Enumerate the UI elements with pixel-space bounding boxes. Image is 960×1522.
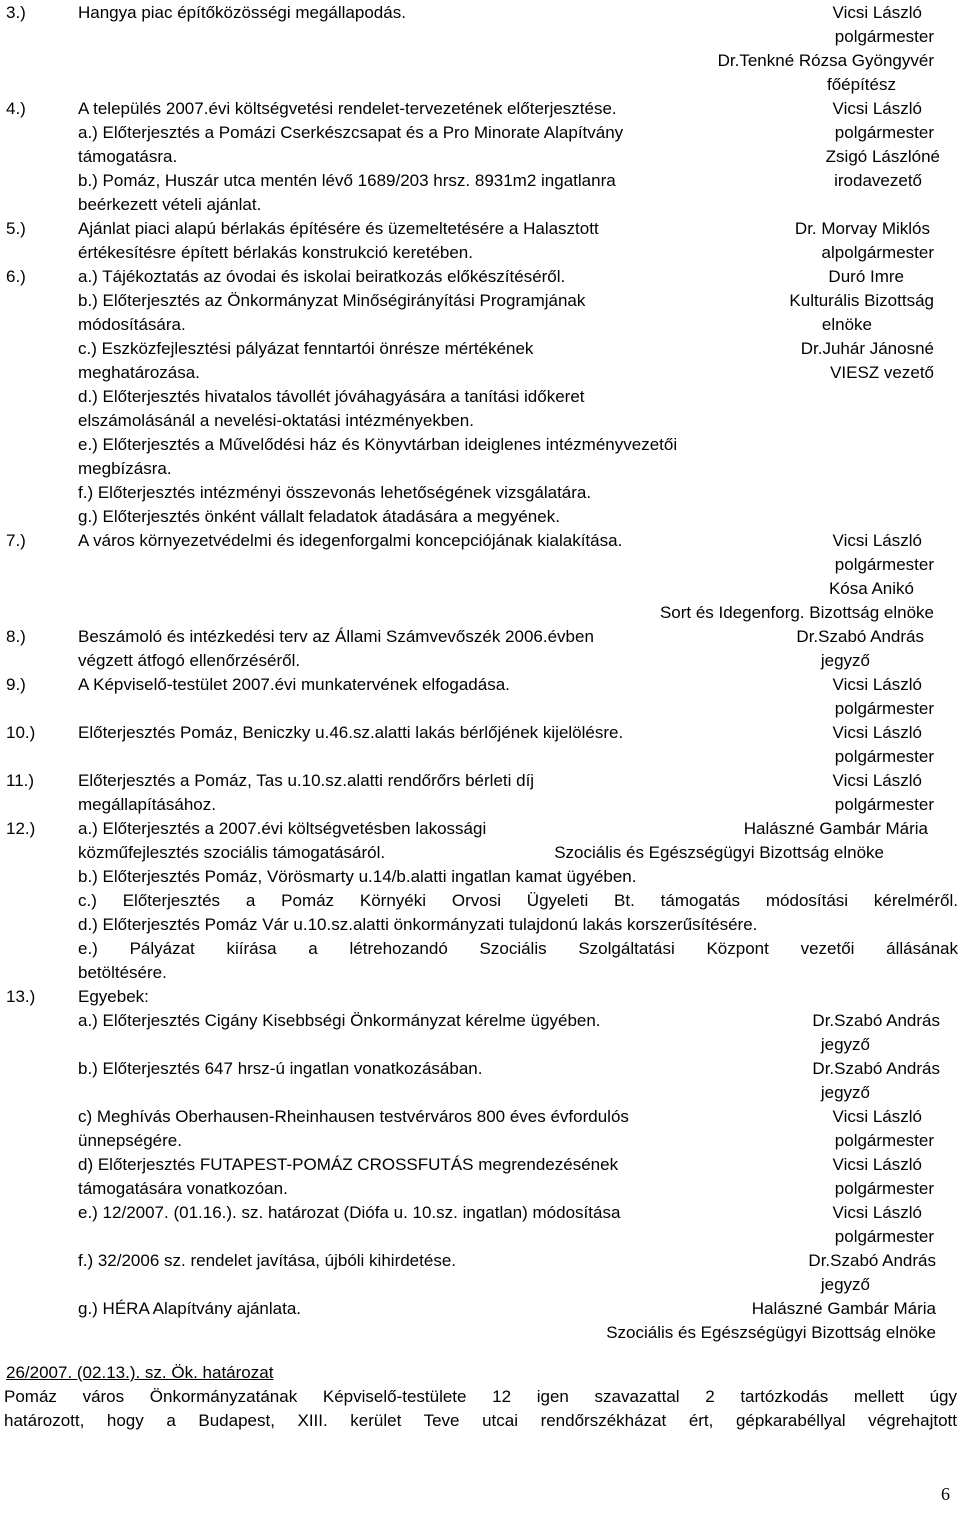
- responsible-title: Szociális és Egészségügyi Bizottság elnöke: [606, 1323, 936, 1342]
- responsible-title: elnöke: [821, 315, 872, 334]
- agenda-text: b.) Előterjesztés 647 hrsz-ú ingatlan vonatkozásában.: [78, 1059, 483, 1078]
- responsible-title: jegyző: [820, 1083, 870, 1102]
- item-number: 13.): [6, 987, 36, 1006]
- agenda-text: megbízásra.: [78, 459, 172, 478]
- responsible: Vicsi László: [832, 1155, 922, 1174]
- responsible-title: polgármester: [834, 123, 934, 142]
- responsible: Dr. Morvay Miklós: [794, 219, 930, 238]
- responsible-title: polgármester: [834, 555, 934, 574]
- responsible: Vicsi László: [832, 3, 922, 22]
- agenda-text: c.) Eszközfejlesztési pályázat fenntartói önrésze mértékének: [78, 339, 534, 358]
- agenda-text: A település 2007.évi költségvetési rendelet-tervezetének előterjesztése.: [78, 99, 617, 118]
- responsible: Vicsi László: [832, 723, 922, 742]
- responsible: Vicsi László: [832, 1107, 922, 1126]
- agenda-text: betöltésére.: [78, 963, 167, 982]
- responsible: Vicsi László: [832, 771, 922, 790]
- responsible-title: VIESZ vezető: [830, 363, 934, 382]
- responsible-title: Sort és Idegenforg. Bizottság elnöke: [659, 603, 934, 622]
- item-number: 4.): [6, 99, 26, 118]
- agenda-text: a.) Tájékoztatás az óvodai és iskolai beiratkozás előkészítéséről.: [78, 267, 566, 286]
- responsible: Duró Imre: [828, 267, 904, 286]
- responsible-title: polgármester: [834, 795, 934, 814]
- agenda-text: támogatásra.: [78, 147, 178, 166]
- agenda-text: beérkezett vételi ajánlat.: [78, 195, 262, 214]
- responsible: Dr.Juhár Jánosné: [800, 339, 934, 358]
- agenda-text: Előterjesztés a Pomáz, Tas u.10.sz.alatti rendőrőrs bérleti díj: [78, 771, 535, 790]
- item-number: 3.): [6, 3, 26, 22]
- responsible: Vicsi László: [832, 99, 922, 118]
- agenda-text: Hangya piac építőközösségi megállapodás.: [78, 3, 406, 22]
- responsible: Dr.Szabó András: [808, 1251, 936, 1270]
- responsible: Kulturális Bizottság: [789, 291, 934, 310]
- responsible-title: alpolgármester: [821, 243, 934, 262]
- responsible: Vicsi László: [832, 531, 922, 550]
- agenda-text: c) Meghívás Oberhausen-Rheinhausen testvérváros 800 éves évfordulós: [78, 1107, 629, 1126]
- responsible-title: polgármester: [834, 699, 934, 718]
- agenda-text: értékesítésre épített bérlakás konstrukció keretében.: [78, 243, 473, 262]
- agenda-text: támogatására vonatkozóan.: [78, 1179, 288, 1198]
- responsible-title: jegyző: [820, 1275, 870, 1294]
- agenda-text: ünnepségére.: [78, 1131, 182, 1150]
- agenda-text: f.) Előterjesztés intézményi összevonás lehetőségének vizsgálatára.: [78, 483, 592, 502]
- agenda-text: e.) 12/2007. (01.16.). sz. határozat (Diófa u. 10.sz. ingatlan) módosítása: [78, 1203, 621, 1222]
- responsible-title: főépítész: [827, 75, 896, 94]
- agenda-text: elszámolásánál a nevelési-oktatási intézményekben.: [78, 411, 474, 430]
- agenda-text: Ajánlat piaci alapú bérlakás építésére és üzemeltetésére a Halasztott: [78, 219, 599, 238]
- responsible-title: polgármester: [834, 1131, 934, 1150]
- responsible: Zsigó Lászlóné: [825, 147, 940, 166]
- item-number: 11.): [6, 771, 35, 790]
- resolution-line: Pomáz város Önkormányzatának Képviselő-testülete 12 igen szavazattal 2 tartózkodás mellett úgy: [4, 1387, 957, 1406]
- agenda-text: a.) Előterjesztés a Pomázi Cserkészcsapat és a Pro Minorate Alapítvány: [78, 123, 624, 142]
- responsible: Dr.Szabó András: [812, 1011, 940, 1030]
- responsible: Halászné Gambár Mária: [743, 819, 928, 838]
- agenda-text: megállapításához.: [78, 795, 216, 814]
- responsible: Dr.Szabó András: [796, 627, 924, 646]
- agenda-text: g.) Előterjesztés önként vállalt feladatok átadására a megyének.: [78, 507, 560, 526]
- agenda-text: b.) Előterjesztés az Önkormányzat Minőségirányítási Programjának: [78, 291, 586, 310]
- agenda-text: b.) Előterjesztés Pomáz, Vörösmarty u.14/b.alatti ingatlan kamat ügyében.: [78, 867, 637, 886]
- item-number: 9.): [6, 675, 26, 694]
- agenda-text: f.) 32/2006 sz. rendelet javítása, újbóli kihirdetése.: [78, 1251, 456, 1270]
- item-number: 6.): [6, 267, 26, 286]
- responsible-title: Szociális és Egészségügyi Bizottság elnöke: [554, 843, 884, 862]
- resolution-line: határozott, hogy a Budapest, XIII. kerület Teve utcai rendőrszékházat ért, gépkarabéllyal végrehajtott: [4, 1411, 957, 1430]
- agenda-text: g.) HÉRA Alapítvány ajánlata.: [78, 1299, 302, 1318]
- responsible-title: jegyző: [820, 1035, 870, 1054]
- agenda-text: A város környezetvédelmi és idegenforgalmi koncepciójának kialakítása.: [78, 531, 623, 550]
- agenda-text: a.) Előterjesztés Cigány Kisebbségi Önkormányzat kérelme ügyében.: [78, 1011, 601, 1030]
- agenda-text: Beszámoló és intézkedési terv az Állami Számvevőszék 2006.évben: [78, 627, 594, 646]
- agenda-text: A Képviselő-testület 2007.évi munkatervének elfogadása.: [78, 675, 510, 694]
- item-number: 7.): [6, 531, 26, 550]
- item-number: 8.): [6, 627, 26, 646]
- agenda-text: e.) Pályázat kiírása a létrehozandó Szociális Szolgáltatási Központ vezetői állásának: [78, 939, 958, 958]
- responsible: Halászné Gambár Mária: [751, 1299, 936, 1318]
- responsible: Dr.Szabó András: [812, 1059, 940, 1078]
- agenda-text: b.) Pomáz, Huszár utca mentén lévő 1689/203 hrsz. 8931m2 ingatlanra: [78, 171, 616, 190]
- agenda-text: e.) Előterjesztés a Művelődési ház és Könyvtárban ideiglenes intézményvezetői: [78, 435, 678, 454]
- agenda-text: meghatározása.: [78, 363, 200, 382]
- agenda-text: a.) Előterjesztés a 2007.évi költségvetésben lakossági: [78, 819, 487, 838]
- agenda-text: Egyebek:: [78, 987, 149, 1006]
- agenda-text: közműfejlesztés szociális támogatásáról.: [78, 843, 386, 862]
- agenda-text: c.) Előterjesztés a Pomáz Környéki Orvosi Ügyeleti Bt. támogatás módosítási kérelméről.: [78, 891, 958, 910]
- responsible: Kósa Anikó: [828, 579, 914, 598]
- responsible: Dr.Tenkné Rózsa Gyöngyvér: [717, 51, 934, 70]
- agenda-text: d.) Előterjesztés Pomáz Vár u.10.sz.alatti önkormányzati tulajdonú lakás korszerűsítésére.: [78, 915, 758, 934]
- agenda-text: módosítására.: [78, 315, 186, 334]
- responsible-title: polgármester: [834, 1179, 934, 1198]
- responsible-title: jegyző: [820, 651, 870, 670]
- agenda-text: Előterjesztés Pomáz, Beniczky u.46.sz.alatti lakás bérlőjének kijelölésre.: [78, 723, 624, 742]
- item-number: 5.): [6, 219, 26, 238]
- resolution-heading: 26/2007. (02.13.). sz. Ök. határozat: [6, 1363, 274, 1382]
- responsible-title: polgármester: [834, 747, 934, 766]
- responsible-title: polgármester: [834, 1227, 934, 1246]
- responsible: Vicsi László: [832, 675, 922, 694]
- agenda-text: d.) Előterjesztés hivatalos távollét jóváhagyására a tanítási időkeret: [78, 387, 585, 406]
- page-number: 6: [941, 1484, 950, 1504]
- responsible-title: polgármester: [834, 27, 934, 46]
- item-number: 10.): [6, 723, 36, 742]
- agenda-text: d) Előterjesztés FUTAPEST-POMÁZ CROSSFUTÁS megrendezésének: [78, 1155, 619, 1174]
- item-number: 12.): [6, 819, 36, 838]
- agenda-text: végzett átfogó ellenőrzéséről.: [78, 651, 301, 670]
- responsible: Vicsi László: [832, 1203, 922, 1222]
- responsible-title: irodavezető: [834, 171, 922, 190]
